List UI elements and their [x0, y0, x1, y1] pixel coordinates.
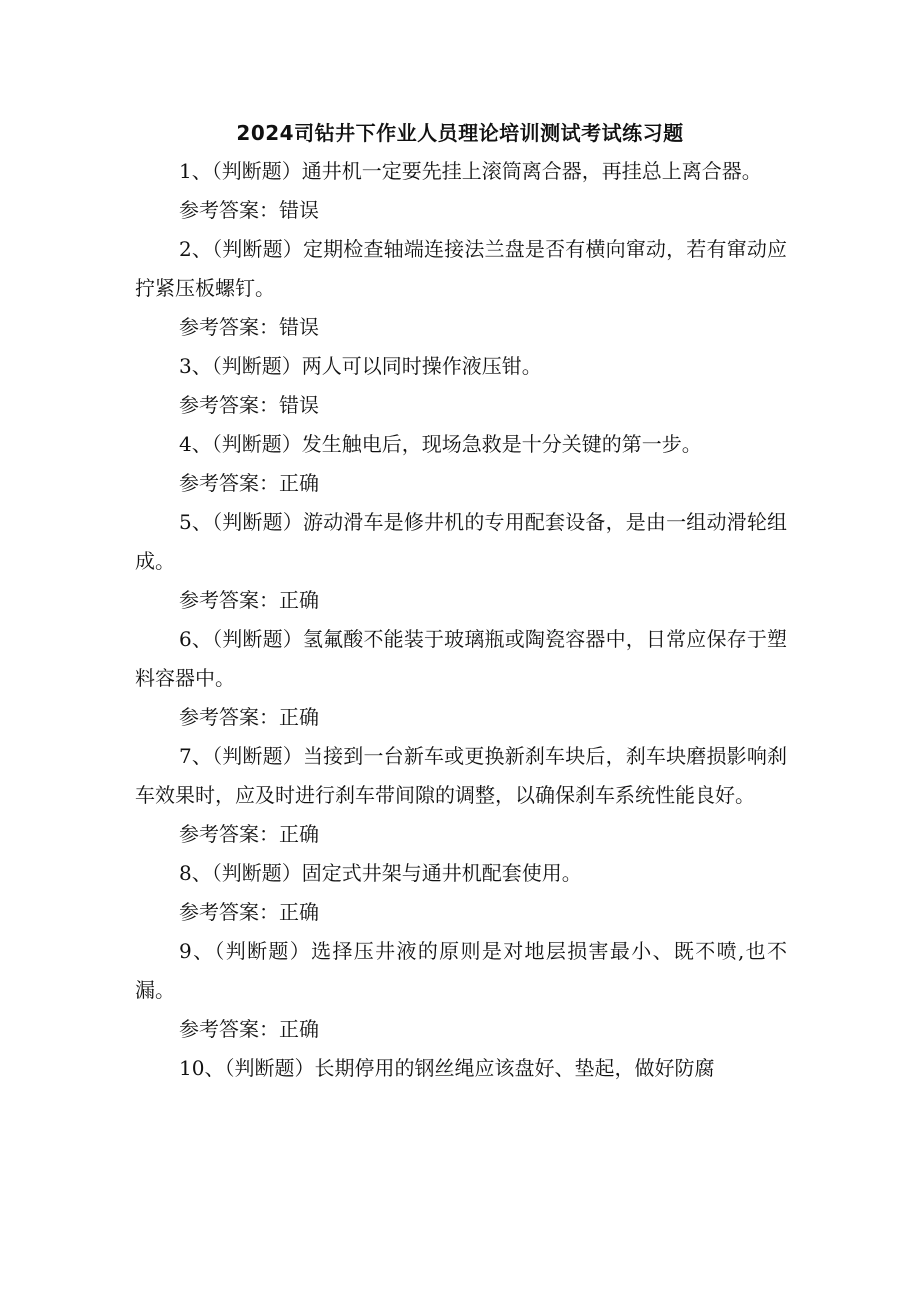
question-list: [135, 152, 787, 1088]
answer-value: 正确: [279, 705, 319, 729]
question-10: 10、（判断题）长期停用的钢丝绳应该盘好、垫起，做好防腐: [179, 1056, 715, 1080]
answer-6: [135, 698, 787, 737]
question-8: 8、（判断题）固定式井架与通井机配套使用。: [179, 861, 582, 885]
answer-7: [135, 815, 787, 854]
answer-value: 错误: [279, 393, 319, 417]
answer-value: 错误: [279, 315, 319, 339]
answer-8: [135, 893, 787, 932]
question-6: 6、（判断题）氢氟酸不能装于玻璃瓶或陶瓷容器中，日常应保存于塑料容器中。: [135, 627, 787, 690]
answer-value: 正确: [279, 588, 319, 612]
question-9: 9、（判断题）选择压井液的原则是对地层损害最小、既不喷,也不漏。: [135, 939, 787, 1002]
question-3: 3、（判断题）两人可以同时操作液压钳。: [179, 354, 542, 378]
question-4: 4、（判断题）发生触电后，现场急救是十分关键的第一步。: [179, 432, 702, 456]
question-1: 1、（判断题）通井机一定要先挂上滚筒离合器，再挂总上离合器。: [179, 159, 762, 183]
answer-1: [135, 191, 787, 230]
answer-value: 正确: [279, 471, 319, 495]
answer-label: 参考答案：: [179, 900, 279, 924]
answer-3: [135, 386, 787, 425]
answer-value: 正确: [279, 822, 319, 846]
answer-5: [135, 581, 787, 620]
answer-label: 参考答案：: [179, 393, 279, 417]
answer-label: 参考答案：: [179, 705, 279, 729]
answer-label: 参考答案：: [179, 198, 279, 222]
question-5: 5、（判断题）游动滑车是修井机的专用配套设备，是由一组动滑轮组成。: [135, 510, 787, 573]
answer-label: 参考答案：: [179, 471, 279, 495]
document-title: 2024司钻井下作业人员理论培训测试考试练习题: [236, 121, 684, 145]
answer-label: 参考答案：: [179, 315, 279, 339]
answer-label: 参考答案：: [179, 822, 279, 846]
question-2: 2、（判断题）定期检查轴端连接法兰盘是否有横向窜动，若有窜动应拧紧压板螺钉。: [135, 237, 787, 300]
answer-4: [135, 464, 787, 503]
answer-2: [135, 308, 787, 347]
question-7: 7、（判断题）当接到一台新车或更换新刹车块后，刹车块磨损影响刹车效果时，应及时进行刹车带间隙的调整，以确保刹车系统性能良好。: [135, 744, 787, 807]
answer-9: [135, 1010, 787, 1049]
answer-label: 参考答案：: [179, 588, 279, 612]
answer-value: 错误: [279, 198, 319, 222]
answer-value: 正确: [279, 1017, 319, 1041]
answer-label: 参考答案：: [179, 1017, 279, 1041]
answer-value: 正确: [279, 900, 319, 924]
